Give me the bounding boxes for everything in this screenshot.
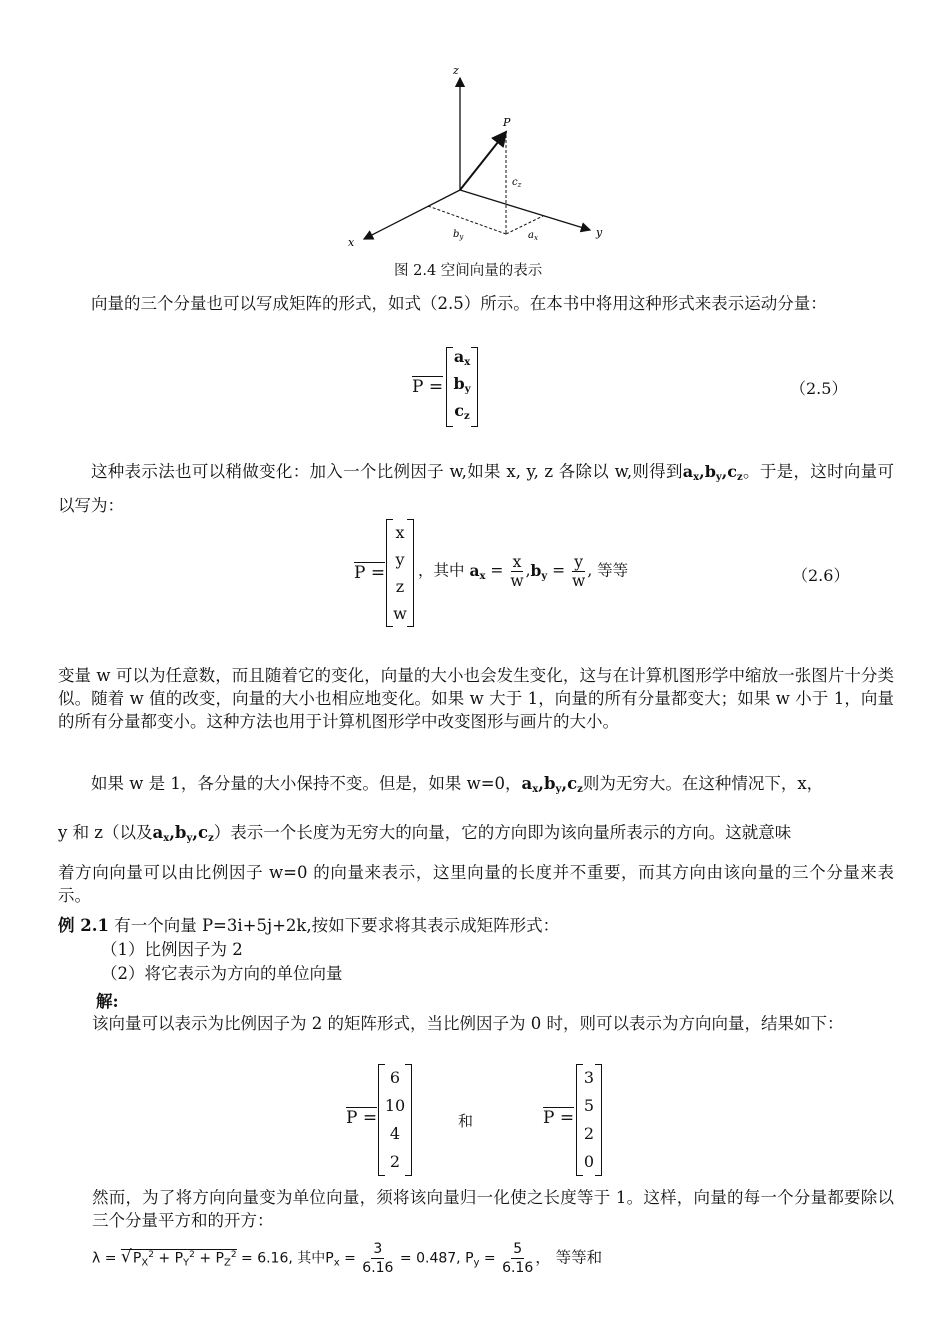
eq-2-5-lhs: P = bbox=[412, 377, 444, 397]
by-label: $b_y$ bbox=[453, 229, 464, 241]
eq-2-5-number: （2.5） bbox=[790, 379, 848, 398]
paragraph-6: 着方向向量可以由比例因子 w=0 的向量来表示，这里向量的长度并不重要，而其方向由该向量的三个分量来表示。 bbox=[58, 863, 894, 905]
solution-label: 解: bbox=[96, 992, 119, 1011]
paragraph-2: 这种表示法也可以稍做变化：加入一个比例因子 w,如果 x, y, z 各除以 w,则得到$a_x,b_y,c_z$。于是，这时向量可以写为： bbox=[58, 462, 894, 515]
ax-label: $a_x$ bbox=[528, 230, 538, 242]
x-label: x bbox=[348, 236, 355, 249]
paragraph-5: y 和 z（以及$a_x,b_y,c_z$）表示一个长度为无穷大的向量，它的方向即为该向量所表示的方向。这就意味 bbox=[58, 823, 792, 844]
eq-2-6-lhs: P = bbox=[354, 563, 386, 583]
eq-lambda: λ = √ $P_X^2 + P_Y^2 + P_Z^2 = 6.16$, 其中$P_x$ = $\frac{3}{6.16}$ = 0.487, $P_y$ = $\frac{5}{6.16}$ ， 等等和 bbox=[92, 1241, 603, 1276]
vector-figure bbox=[340, 60, 630, 255]
ex-and: 和 bbox=[458, 1112, 474, 1130]
eq-2-6-number: （2.6） bbox=[792, 566, 850, 585]
paragraph-4: 如果 w 是 1，各分量的大小保持不变。但是，如果 w=0，$a_x,b_y,c_z$则为无穷大。在这种情况下，x， bbox=[91, 774, 824, 795]
vector-p bbox=[460, 132, 506, 190]
example-heading: 例 2.1 有一个向量 P=3i+5j+2k,按如下要求将其表示成矩阵形式： bbox=[58, 916, 560, 935]
ex-matrix-right: 3 5 2 0 bbox=[576, 1064, 602, 1176]
paragraph-1: 向量的三个分量也可以写成矩阵的形式，如式（2.5）所示。在本书中将用这种形式来表示运动分量： bbox=[91, 294, 827, 313]
eq-2-6-rhs: ，其中 $a_x$ = $\frac{x}{w}$ $,b_y$ = $\frac{y}{w}$ , 等等 bbox=[418, 553, 629, 590]
example-item-1: （1）比例因子为 2 bbox=[101, 940, 243, 959]
ex-matrix-left: 6 10 4 2 bbox=[378, 1064, 412, 1176]
y-label: y bbox=[596, 226, 603, 239]
solution-text: 该向量可以表示为比例因子为 2 的矩阵形式，当比例因子为 0 时，则可以表示为方向向量，结果如下： bbox=[92, 1014, 844, 1033]
eq-2-5-matrix: $a_x$ $b_y$ $c_z$ bbox=[446, 347, 478, 427]
ex-lhs-left: P = bbox=[346, 1108, 378, 1128]
cz-label: $c_z$ bbox=[512, 177, 522, 189]
figure-caption: 图 2.4 空间向量的表示 bbox=[394, 263, 543, 279]
p-label: P bbox=[503, 116, 511, 129]
example-item-2: （2）将它表示为方向的单位向量 bbox=[101, 964, 343, 983]
ex-lhs-right: P = bbox=[543, 1108, 575, 1128]
x-axis bbox=[364, 190, 460, 239]
paragraph-7: 然而，为了将方向向量变为单位向量，须将该向量归一化使之长度等于 1。这样，向量的每一个分量都要除以三个分量平方和的开方： bbox=[92, 1188, 894, 1230]
eq-2-6-matrix: x y z w bbox=[386, 519, 414, 627]
paragraph-3: 变量 w 可以为任意数，而且随着它的变化，向量的大小也会发生变化，这与在计算机图形学中缩放一张图片十分类似。随着 w 值的改变，向量的大小也相应地变化。如果 w 大于 1，向量的所有分量都变大；如果 w 小于 1，向量的所有分量都变小。这种方法也用于计算机图形学中改变图形与画片的大小。 bbox=[58, 666, 894, 731]
y-axis bbox=[460, 190, 590, 230]
z-label: z bbox=[453, 64, 459, 77]
